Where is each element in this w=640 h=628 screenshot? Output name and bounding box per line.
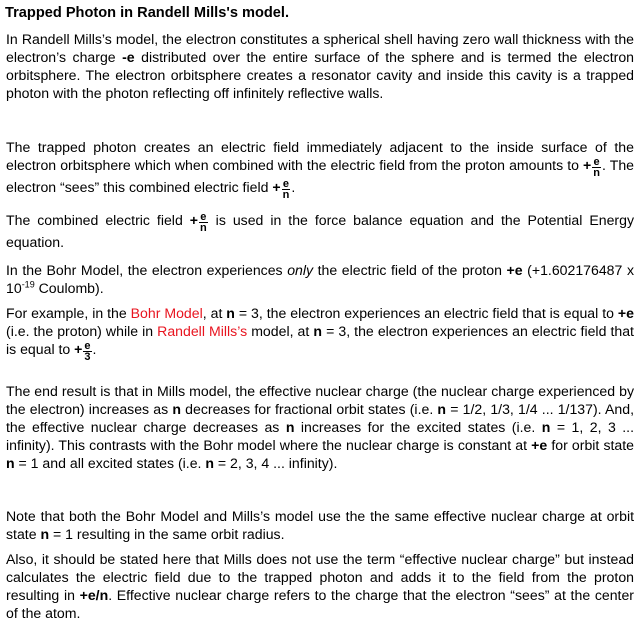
paragraph-note: Note that both the Bohr Model and Mills’s model use the the same effective nuclear charge at orbit state n = 1 resulting in the same orbit radius. — [6, 508, 634, 542]
fraction-e-over-n: $\frac{e}{n}$ — [593, 156, 600, 179]
fraction-e-over-n: $\frac{e}{n}$ — [282, 178, 290, 201]
paragraph-also: Also, it should be stated here that Mills does not use the term “effective nuclear charge” but instead calculates the electric field due to the trapped photon and adds it to the field from the proton resulting in +e/n. Effective nuclear charge refers to the charge that the electron “sees” at the center of the atom. — [6, 551, 634, 621]
paragraph-combined-field: The combined electric field + $\frac{e}{n}$ is used in the force balance equation and the Potential Energy equation. — [6, 211, 634, 250]
fraction-e-over-3: $\frac{e}{3}$ — [84, 340, 91, 363]
link-bohr-model[interactable]: Bohr Model — [130, 305, 203, 321]
page-title: Trapped Photon in Randell Mills's model. — [5, 5, 290, 21]
link-randell-mills[interactable]: Randell Mills’s — [157, 323, 248, 339]
paragraph-trapped-photon: The trapped photon creates an electric field immediately adjacent to the inside surface of the electron orbitsphere which when combined with the electric field from the proton amounts to + $\frac{e}{n}$ . The electron “sees” this combined electric field + $\frac{e}{n}$ . — [6, 139, 634, 201]
fraction-e-over-n: $\frac{e}{n}$ — [199, 211, 207, 234]
paragraph-end-result: The end result is that in Mills model, the effective nuclear charge (the nuclear charge experienced by the electron) increases as n decreases for fractional orbit states (i.e. n = 1/2, 1/3, 1/4 ... 1/137). And, the effective nuclear charge decreases as n increases for the excited states (i.e. n = 1, 2, 3 ... infinity). This contrasts with the Bohr model where the nuclear charge is constant at +e for orbit state n = 1 and all excited states (i.e. n = 2, 3, 4 ... infinity). — [6, 383, 635, 471]
paragraph-bohr-model: In the Bohr Model, the electron experiences only the electric field of the proton +e (+1.602176487 x $10^{-19}$ Coulomb). — [6, 262, 634, 296]
paragraph-orbitsphere: In Randell Mills’s model, the electron constitutes a spherical shell having zero wall thickness with the electron’s charge -e distributed over the entire surface of the sphere and is termed the electron orbitsphere. The electron orbitsphere creates a resonator cavity and inside this cavity is a trapped photon with the photon reflecting off infinitely reflective walls. — [6, 31, 635, 101]
paragraph-example: For example, in the Bohr Model, at n = 3, the electron experiences an electric field that is equal to +e (i.e. the proton) while in Randell Mills’s model, at n = 3, the electron experiences an electric field that is equal to + $\frac{e}{3}$ . — [6, 305, 634, 363]
